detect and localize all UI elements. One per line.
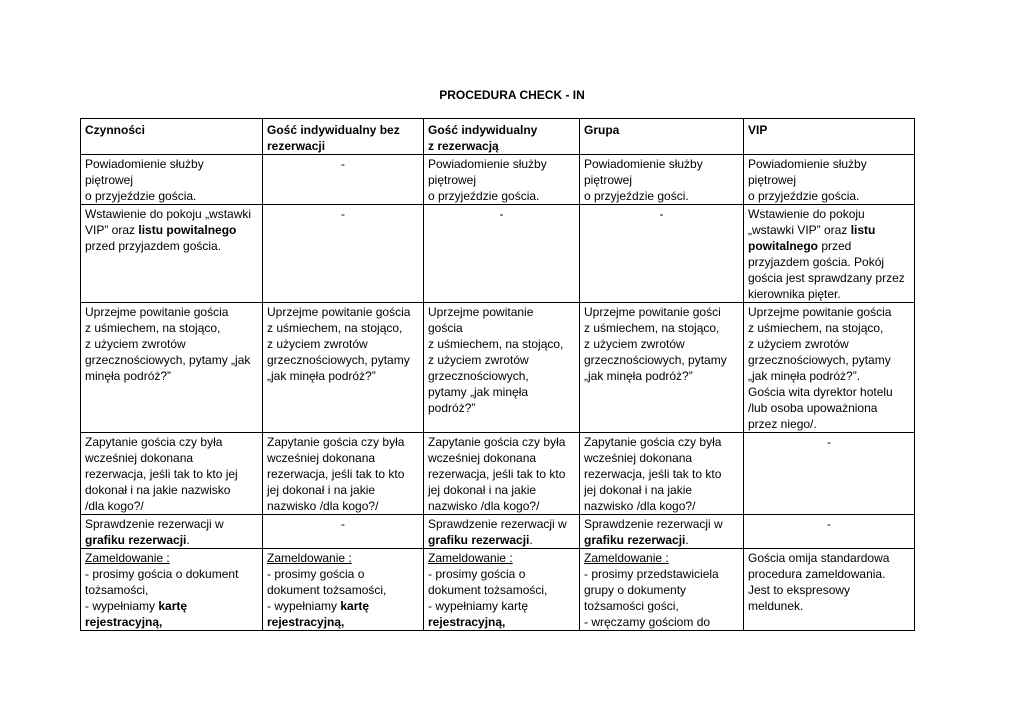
table-cell (81, 433, 263, 515)
table-cell (424, 303, 580, 433)
cell-text-line: jej dokonał i na jakie (428, 483, 537, 497)
cell-text-line: Gościa omija standardowa (748, 551, 890, 565)
cell-text-bold: kartę rejestracyjną, (85, 599, 188, 629)
column-header-line: Grupa (584, 123, 620, 137)
table-cell (744, 155, 915, 205)
cell-text-line: gościa (428, 321, 463, 335)
cell-text: Wstawienie do pokoju „wstawki VIP” oraz (85, 207, 252, 237)
cell-text: - wypełniamy kartę (428, 599, 529, 613)
cell-text: . (529, 533, 533, 547)
cell-text-line: /lub osoba upoważniona (748, 401, 878, 415)
cell-text-line: procedura zameldowania. (748, 567, 886, 581)
cell-text-line: Zapytanie gościa czy była (85, 435, 223, 449)
column-header (580, 119, 744, 155)
table-cell (424, 155, 580, 205)
cell-text-line: o przyjeździe gościa. (748, 189, 860, 203)
column-header-line: rezerwacji (267, 139, 326, 153)
cell-text-underlined: Zameldowanie : (85, 551, 170, 565)
cell-text-line: nazwisko /dla kogo?/ (584, 499, 696, 513)
table-cell (580, 155, 744, 205)
cell-text-line: z użyciem zwrotów (584, 337, 685, 351)
cell-text: przed przyjazdem gościa. Pokój gościa jest sprawdzany przez kierownika pięter. (748, 239, 905, 301)
column-header-line: z rezerwacją (428, 139, 499, 153)
cell-text-line: o przyjeździe gości. (584, 189, 689, 203)
cell-text-line: nazwisko /dla kogo?/ (267, 499, 379, 513)
table-cell (81, 549, 263, 631)
cell-text-line: „jak minęła podróż?” (267, 369, 376, 383)
cell-text: . (186, 533, 190, 547)
column-header-line: VIP (748, 123, 768, 137)
cell-text-line: Powiadomienie służby (584, 157, 703, 171)
cell-text-bold: listu powitalnego (138, 223, 237, 237)
table-cell (263, 549, 424, 631)
table-cell (744, 549, 915, 631)
table-cell (424, 433, 580, 515)
table-cell: - (263, 155, 424, 205)
cell-text-underlined: Zameldowanie : (267, 551, 352, 565)
column-header-line: Czynności (85, 123, 146, 137)
cell-text: Sprawdzenie rezerwacji w (85, 517, 224, 531)
table-cell (424, 515, 580, 549)
table-cell: - (263, 205, 424, 303)
column-header (424, 119, 580, 155)
cell-text-line: z uśmiechem, na stojąco, (584, 321, 720, 335)
table-row (81, 515, 915, 549)
cell-text-bold: listu powitalnego (748, 223, 876, 253)
table-cell (263, 303, 424, 433)
cell-text: - wręczamy gościom do (584, 615, 711, 629)
cell-text-line: wcześniej dokonana (428, 451, 537, 465)
cell-text-line: grzecznościowych, pytamy (267, 353, 410, 367)
cell-text-line: piętrowej (584, 173, 633, 187)
cell-text-line: dokonał i na jakie nazwisko (85, 483, 231, 497)
table-cell (580, 515, 744, 549)
cell-text-line: nazwisko /dla kogo?/ (428, 499, 540, 513)
column-header-line: Gość indywidualny (428, 123, 538, 137)
table-header-row (81, 119, 915, 155)
table-cell: - (744, 433, 915, 515)
cell-text-line: meldunek. (748, 599, 804, 613)
cell-text-line: z użyciem zwrotów (85, 337, 186, 351)
cell-text-line: piętrowej (748, 173, 797, 187)
table-row (81, 205, 915, 303)
cell-text-line: Uprzejme powitanie gościa (85, 305, 229, 319)
cell-text-line: grzecznościowych, pytamy (584, 353, 727, 367)
cell-text-line: /dla kogo?/ (85, 499, 144, 513)
cell-text-line: Powiadomienie służby (748, 157, 867, 171)
cell-text-line: piętrowej (428, 173, 477, 187)
table-cell: - (744, 515, 915, 549)
column-header-line: Gość indywidualny bez (267, 123, 400, 137)
table-cell (424, 549, 580, 631)
cell-text-line: jej dokonał i na jakie (584, 483, 693, 497)
cell-text: Sprawdzenie rezerwacji w (584, 517, 723, 531)
cell-text-line: rezerwacja, jeśli tak to kto (428, 467, 566, 481)
table-cell (580, 303, 744, 433)
cell-text: - wypełniamy (85, 599, 159, 613)
cell-text-line: z uśmiechem, na stojąco, (85, 321, 221, 335)
table-cell: - (263, 515, 424, 549)
cell-text-line: z użyciem zwrotów (267, 337, 368, 351)
cell-text-line: z uśmiechem, na stojąco, (267, 321, 403, 335)
cell-text-line: rezerwacja, jeśli tak to kto (267, 467, 405, 481)
cell-text: Sprawdzenie rezerwacji w (428, 517, 567, 531)
table-cell: - (424, 205, 580, 303)
cell-text-line: rezerwacja, jeśli tak to kto (584, 467, 722, 481)
cell-text-bold: rejestracyjną, (428, 615, 506, 629)
column-header (263, 119, 424, 155)
cell-text-line: Uprzejme powitanie gości (584, 305, 721, 319)
cell-text-line: o przyjeździe gościa. (428, 189, 540, 203)
cell-text-underlined: Zameldowanie : (428, 551, 513, 565)
cell-text-line: Jest to ekspresowy (748, 583, 851, 597)
cell-text: Wstawienie do pokoju „wstawki VIP” oraz (748, 207, 865, 237)
cell-text-line: z uśmiechem, na stojąco, (748, 321, 884, 335)
table-cell (744, 303, 915, 433)
table-row (81, 433, 915, 515)
table-row (81, 155, 915, 205)
table-cell (81, 515, 263, 549)
cell-text-line: jej dokonał i na jakie (267, 483, 376, 497)
cell-text-line: z użyciem zwrotów (428, 353, 529, 367)
cell-text-line: grzecznościowych, (428, 369, 529, 383)
cell-text-bold: kartę rejestracyjną, (267, 599, 370, 629)
cell-text: przed przyjazdem gościa. (85, 239, 222, 253)
cell-text-line: Zapytanie gościa czy była (584, 435, 722, 449)
cell-text-line: Uprzejme powitanie (428, 305, 534, 319)
cell-text-line: wcześniej dokonana (584, 451, 693, 465)
column-header (744, 119, 915, 155)
cell-text-line: „jak minęła podróż?” (584, 369, 693, 383)
table-cell (81, 155, 263, 205)
column-header (81, 119, 263, 155)
cell-text-line: przez niego/. (748, 417, 817, 431)
cell-text-line: Uprzejme powitanie gościa (748, 305, 892, 319)
cell-text-line: wcześniej dokonana (85, 451, 194, 465)
table-row (81, 549, 915, 631)
cell-text-line: minęła podróż?” (85, 369, 172, 383)
page-title: PROCEDURA CHECK - IN (439, 88, 585, 102)
cell-text-line: Gościa wita dyrektor hotelu (748, 385, 893, 399)
cell-text-line: podróż?” (428, 401, 476, 415)
cell-text: - prosimy gościa o dokument tożsamości, (428, 567, 548, 597)
cell-text-line: z użyciem zwrotów (748, 337, 849, 351)
cell-text-line: grzecznościowych, pytamy „jak (85, 353, 251, 367)
cell-text-line: wcześniej dokonana (267, 451, 376, 465)
cell-text-line: pytamy „jak minęła (428, 385, 529, 399)
cell-text-line: piętrowej (85, 173, 134, 187)
cell-text-line: o przyjeździe gościa. (85, 189, 197, 203)
cell-text: . (685, 533, 689, 547)
table-cell (580, 549, 744, 631)
cell-text-line: rezerwacja, jeśli tak to kto jej (85, 467, 238, 481)
cell-text-line: Powiadomienie służby (428, 157, 547, 171)
cell-text-underlined: Zameldowanie : (584, 551, 669, 565)
cell-text-line: Uprzejme powitanie gościa (267, 305, 411, 319)
procedure-table (80, 118, 915, 631)
cell-text-line: z uśmiechem, na stojąco, (428, 337, 564, 351)
table-cell (580, 433, 744, 515)
table-cell (81, 303, 263, 433)
cell-text: - prosimy przedstawiciela grupy o dokumenty tożsamości gości, (584, 567, 719, 613)
table-row (81, 303, 915, 433)
cell-text: - prosimy gościa o dokument tożsamości, (267, 567, 387, 597)
cell-text-line: Zapytanie gościa czy była (428, 435, 566, 449)
cell-text-bold: grafiku rezerwacji (85, 533, 187, 547)
cell-text-bold: grafiku rezerwacji (584, 533, 686, 547)
cell-text-bold: grafiku rezerwacji (428, 533, 530, 547)
table-cell: - (580, 205, 744, 303)
cell-text-line: Zapytanie gościa czy była (267, 435, 405, 449)
cell-text-line: grzecznościowych, pytamy (748, 353, 891, 367)
cell-text: - wypełniamy (267, 599, 341, 613)
table-cell (81, 205, 263, 303)
table-cell (744, 205, 915, 303)
cell-text: - prosimy gościa o dokument tożsamości, (85, 567, 239, 597)
table-cell (263, 433, 424, 515)
cell-text-line: Powiadomienie służby (85, 157, 204, 171)
cell-text-line: „jak minęła podróż?”. (748, 369, 861, 383)
